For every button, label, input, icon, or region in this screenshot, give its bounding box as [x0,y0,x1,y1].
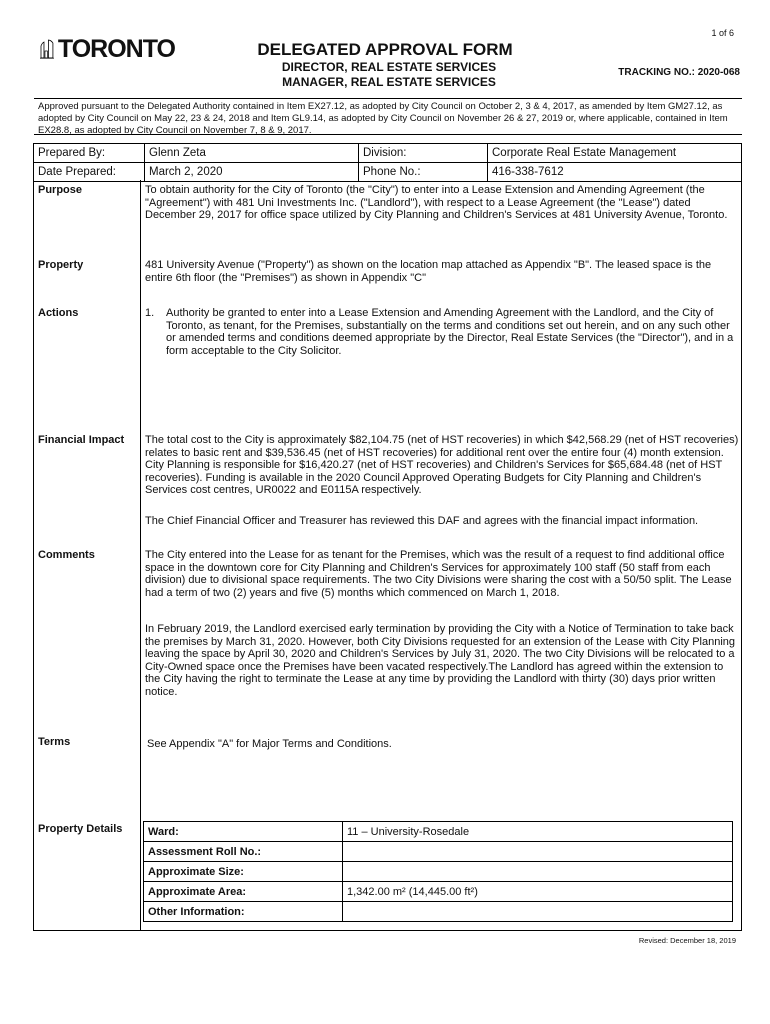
form-title: DELEGATED APPROVAL FORM [257,40,513,59]
comments-paragraph-2: In February 2019, the Landlord exercised early termination by providing the City with a Notice of Termination to take back the premises by March 31, 2020. However, both City Divisions requested for an extension of the Lease with City Planning leaving the space by April 30, 2020 and Children's Services by July 31, 2020. The two City Divisions will be relocated to a City-Owned space once the Premises have been vacated respectively.The Landlord has agreed within the extension to the City having the right to terminate the Lease at any time by providing the Landlord with thirty (30) days prior written notice. [145,623,736,698]
date-prepared-value: March 2, 2020 [145,163,359,182]
terms-text: See Appendix "A" for Major Terms and Conditions. [147,738,392,750]
action-text: Authority be granted to enter into a Lease Extension and Amending Agreement with the Landlord, and the City of Toronto, as tenant, for the Premises, substantially on the terms and conditions set out herein, and on any such other or amended terms and conditions deemed appropriate by the Director, Real Estate Services (the "Director"), and in a form acceptable to the City Solicitor. [166,307,734,357]
financial-impact-text [145,434,740,497]
logo-wordmark: TORONTO [57,34,175,63]
purpose-text: To obtain authority for the City of Toronto (the "City") to enter into a Lease Extension and Amending Agreement (the "Agreement") with 481 Uni Investments Inc. ("Landlord"), with respect to a Lease Agreement (the "Lease") dated December 29, 2017 for office space utilized by City Planning and Children's Services at 481 University Avenue, Toronto. [145,184,728,221]
assessment-roll-value [343,842,733,862]
prepared-by-label: Prepared By: [34,144,145,163]
date-prepared-label: Date Prepared: [34,163,145,182]
approximate-area-label: Approximate Area: [144,882,343,902]
property-text: 481 University Avenue ("Property") as shown on the location map attached as Appendix "B". The leased space is the entire 6th floor (the "Premises") as shown in Appendix "C" [145,259,712,284]
purpose-label: Purpose [38,184,83,196]
actions-label: Actions [38,307,79,319]
ward-label: Ward: [144,822,343,842]
approximate-size-value [343,862,733,882]
phone-label: Phone No.: [359,163,488,182]
tracking-number: TRACKING NO.: 2020-068 [618,67,740,78]
phone-value: 416-338-7612 [488,163,742,182]
label-column-divider [140,180,141,931]
comments-text-1 [145,549,740,599]
assessment-roll-label: Assessment Roll No.: [144,842,343,862]
other-information-value [343,902,733,922]
other-information-label: Other Information: [144,902,343,922]
ward-value: 11 – University-Rosedale [343,822,733,842]
prepared-by-value: Glenn Zeta [145,144,359,163]
form-subtitle-manager: MANAGER, REAL ESTATE SERVICES [282,75,496,89]
approximate-size-label: Approximate Size: [144,862,343,882]
financial-impact-label: Financial Impact [38,434,125,446]
action-number: 1. [145,307,155,319]
form-subtitle-director: DIRECTOR, REAL ESTATE SERVICES [281,60,497,74]
property-details-label: Property Details [38,823,123,835]
comments-label: Comments [38,549,95,561]
approximate-area-value: 1,342.00 m² (14,445.00 ft²) [343,882,733,902]
property-details-table [143,821,733,922]
comments-text-2 [145,623,740,698]
division-label: Division: [359,144,488,163]
financial-impact-text-2 [145,515,740,528]
division-value: Corporate Real Estate Management [488,144,742,163]
approval-authority-text: Approved pursuant to the Delegated Authority contained in Item EX27.12, as adopted by City Council on October 2, 3 & 4, 2017, as amended by Item GM27.12, as adopted by City Council on May 22, 23 & 24, 2018 and Item GL9.14, as adopted by City Council on November 26 & 27, 2019 or, where applicable, contained in Item EX28.8, as adopted by City Council on November 7, 8 & 9, 2017. [34,98,742,135]
page-number: 1 of 6 [711,28,734,38]
prepared-info-table [33,143,742,182]
terms-label: Terms [38,736,71,748]
revision-date: Revised: December 18, 2019 [638,936,736,945]
comments-paragraph-1: The City entered into the Lease for as tenant for the Premises, which was the result of a request to find additional office space in the downtown core for City Planning and Children's Services for approximately 100 staff (50 staff from each division) due to divisional space requirements. The two City Divisions were sharing the cost with a 50/50 split. The Lease had a term of two (2) years and five (5) months which commenced on March 1, 2018. [145,549,732,599]
financial-impact-paragraph-1: The total cost to the City is approximately $82,104.75 (net of HST recoveries) in which $42,568.29 (net of HST recoveries) relates to basic rent and $39,536.45 (net of HST recoveries) for additional rent over the entire four (4) month extension. City Planning is responsible for $16,420.27 (net of HST recoveries) and Children's Services for $65,684.48 (net of HST recoveries). Funding is available in the 2020 Council Approved Operating Budgets for City Planning and Children's Services cost centres, UR0022 and E0115A respectively. [145,434,739,496]
financial-impact-paragraph-2: The Chief Financial Officer and Treasurer has reviewed this DAF and agrees with the financial impact information. [145,515,699,527]
property-label: Property [38,259,84,271]
